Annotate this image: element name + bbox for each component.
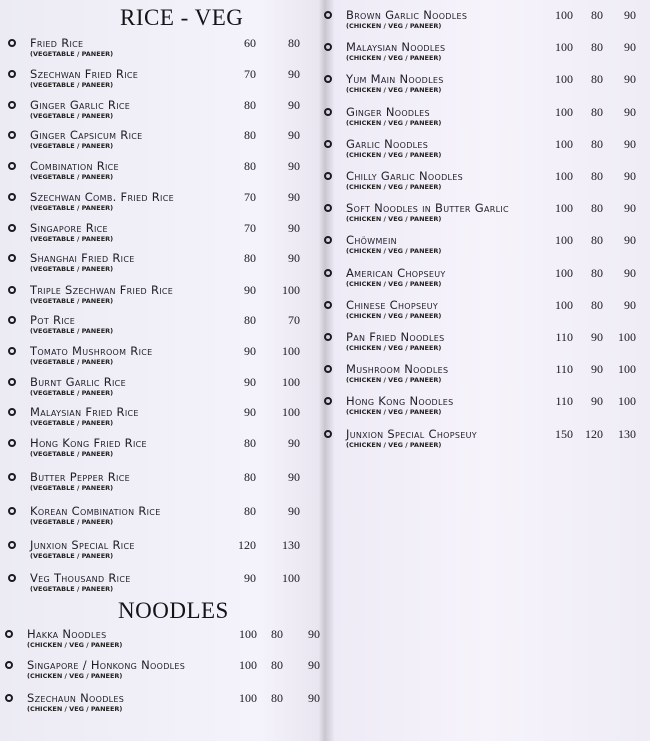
item-price: 100 <box>555 233 573 248</box>
bullet-icon <box>8 507 16 515</box>
bullet-icon <box>8 101 16 109</box>
item-price: 90 <box>624 297 636 312</box>
item-variants: (VEGETABLE / PANEER) <box>30 81 114 89</box>
bullet-icon <box>324 140 332 148</box>
item-price: 90 <box>591 394 603 409</box>
item-name: Fried Rice <box>30 36 84 50</box>
item-variants: (CHICKEN / VEG / PANEER) <box>27 641 123 649</box>
item-variants: (CHICKEN / VEG / PANEER) <box>346 183 442 191</box>
item-name: Veg Thousand Rice <box>30 571 131 585</box>
item-price: 90 <box>624 72 636 87</box>
item-variants: (VEGETABLE / PANEER) <box>30 265 114 273</box>
item-variants: (VEGETABLE / PANEER) <box>30 419 114 427</box>
item-price: 80 <box>271 691 283 705</box>
item-price: 100 <box>555 8 573 22</box>
item-variants: (VEGETABLE / PANEER) <box>30 112 114 120</box>
item-variants: (CHICKEN / VEG / PANEER) <box>346 22 442 30</box>
item-price: 80 <box>591 72 603 87</box>
item-name: Malaysian Noodles <box>346 40 446 55</box>
item-price: 100 <box>282 405 300 419</box>
item-price: 80 <box>591 297 603 312</box>
bullet-icon <box>8 70 16 78</box>
item-price: 60 <box>244 36 256 50</box>
item-price: 100 <box>555 201 573 216</box>
bullet-icon <box>8 39 16 47</box>
item-variants: (VEGETABLE / PANEER) <box>30 585 114 593</box>
item-variants: (CHICKEN / VEG / PANEER) <box>346 311 442 320</box>
bullet-icon <box>8 439 16 447</box>
bullet-icon <box>324 236 332 244</box>
bullet-icon <box>8 378 16 386</box>
item-variants: (VEGETABLE / PANEER) <box>30 327 114 335</box>
item-price: 90 <box>624 265 636 280</box>
item-variants: (CHICKEN / VEG / PANEER) <box>346 118 442 127</box>
item-variants: (CHICKEN / VEG / PANEER) <box>27 672 123 680</box>
item-name: Chilly Garlic Noodles <box>346 169 464 183</box>
item-variants: (VEGETABLE / PANEER) <box>30 450 114 458</box>
item-price: 100 <box>282 375 300 389</box>
item-price: 90 <box>288 436 300 450</box>
item-variants: (CHICKEN / VEG / PANEER) <box>346 376 442 385</box>
item-variants: (VEGETABLE / PANEER) <box>30 297 114 305</box>
bullet-icon <box>8 541 16 549</box>
item-variants: (VEGETABLE / PANEER) <box>30 518 114 526</box>
bullet-icon <box>324 301 332 309</box>
item-variants: (CHICKEN / VEG / PANEER) <box>346 440 442 449</box>
item-price: 90 <box>288 128 300 142</box>
item-price: 80 <box>591 169 603 183</box>
item-name: Pan Fried Noodles <box>346 330 445 344</box>
item-price: 90 <box>624 201 636 216</box>
item-price: 80 <box>591 136 603 151</box>
bullet-icon <box>8 162 16 170</box>
bullet-icon <box>8 286 16 294</box>
item-name: Singapore / Honkong Noodles <box>27 658 186 672</box>
item-variants: (CHICKEN / VEG / PANEER) <box>346 54 442 63</box>
bullet-icon <box>8 347 16 355</box>
item-price: 110 <box>555 330 573 344</box>
item-variants: (CHICKEN / VEG / PANEER) <box>27 705 123 713</box>
item-variants: (CHICKEN / VEG / PANEER) <box>346 215 442 224</box>
item-price: 90 <box>244 405 256 419</box>
bullet-icon <box>324 204 332 212</box>
item-variants: (CHICKEN / VEG / PANEER) <box>346 279 442 288</box>
item-name: Garlic Noodles <box>346 136 429 151</box>
bullet-icon <box>5 630 13 638</box>
item-price: 80 <box>271 658 283 672</box>
item-variants: (VEGETABLE / PANEER) <box>30 204 114 212</box>
item-price: 90 <box>244 344 256 358</box>
item-price: 90 <box>308 627 320 641</box>
item-price: 100 <box>282 344 300 358</box>
bullet-icon <box>324 108 332 116</box>
bullet-icon <box>324 75 332 83</box>
item-price: 90 <box>308 658 320 672</box>
item-price: 100 <box>239 691 257 705</box>
bullet-icon <box>324 430 332 438</box>
item-price: 80 <box>288 36 300 50</box>
item-price: 100 <box>555 297 573 312</box>
item-name: Junxion Special Chopseuy <box>346 426 477 441</box>
item-name: Butter Pepper Rice <box>30 470 130 484</box>
item-name: Brown Garlic Noodles <box>346 8 468 22</box>
item-name: Soft Noodles in Butter Garlic <box>346 201 509 216</box>
item-price: 100 <box>282 283 300 297</box>
item-price: 100 <box>239 658 257 672</box>
item-variants: (VEGETABLE / PANEER) <box>30 389 114 397</box>
item-name: Hong Kong Noodles <box>346 394 454 409</box>
item-price: 90 <box>244 283 256 297</box>
item-price: 100 <box>555 40 573 55</box>
item-price: 80 <box>591 201 603 216</box>
bullet-icon <box>324 43 332 51</box>
item-price: 80 <box>271 627 283 641</box>
item-name: Chinese Chopseuy <box>346 297 439 312</box>
item-price: 150 <box>555 426 573 441</box>
item-variants: (CHICKEN / VEG / PANEER) <box>346 344 442 352</box>
item-name: Mushroom Noodles <box>346 362 449 377</box>
item-price: 130 <box>618 426 636 441</box>
item-price: 80 <box>591 104 603 119</box>
item-price: 90 <box>591 362 603 377</box>
bullet-icon <box>8 574 16 582</box>
item-name: Hakka Noodles <box>27 627 107 641</box>
item-price: 100 <box>555 265 573 280</box>
item-price: 80 <box>244 313 256 327</box>
item-price: 90 <box>244 375 256 389</box>
item-price: 80 <box>244 470 256 484</box>
bullet-icon <box>324 397 332 405</box>
item-name: Junxion Special Rice <box>30 538 135 552</box>
rice-veg-heading: RICE - VEG <box>120 5 244 30</box>
item-price: 80 <box>591 233 603 248</box>
item-price: 70 <box>244 67 256 81</box>
item-name: Malaysian Fried Rice <box>30 405 139 419</box>
item-price: 100 <box>555 72 573 87</box>
item-price: 90 <box>288 251 300 265</box>
item-name: Chöwmein <box>346 233 397 248</box>
item-price: 80 <box>591 8 603 22</box>
item-name: Ginger Garlic Rice <box>30 98 131 112</box>
item-price: 90 <box>288 190 300 204</box>
item-name: Szechaun Noodles <box>27 691 125 705</box>
item-price: 100 <box>555 104 573 119</box>
item-price: 90 <box>288 504 300 518</box>
bullet-icon <box>324 11 332 19</box>
item-variants: (VEGETABLE / PANEER) <box>30 173 114 181</box>
bullet-icon <box>5 661 13 669</box>
item-name: Ginger Capsicum Rice <box>30 128 143 142</box>
item-name: Yum Main Noodles <box>346 72 444 87</box>
item-variants: (VEGETABLE / PANEER) <box>30 484 114 492</box>
item-variants: (CHICKEN / VEG / PANEER) <box>346 86 442 95</box>
item-price: 80 <box>591 265 603 280</box>
item-name: Burnt Garlic Rice <box>30 375 126 389</box>
item-price: 90 <box>288 67 300 81</box>
bullet-icon <box>8 131 16 139</box>
item-variants: (VEGETABLE / PANEER) <box>30 142 114 150</box>
item-name: American Chopseuy <box>346 265 446 280</box>
bullet-icon <box>324 365 332 373</box>
item-price: 90 <box>288 221 300 235</box>
bullet-icon <box>8 316 16 324</box>
item-name: Tomato Mushroom Rice <box>30 344 153 358</box>
bullet-icon <box>8 254 16 262</box>
item-price: 90 <box>591 330 603 344</box>
item-price: 80 <box>244 128 256 142</box>
item-price: 80 <box>244 504 256 518</box>
item-price: 70 <box>288 313 300 327</box>
item-variants: (CHICKEN / VEG / PANEER) <box>346 247 442 256</box>
item-name: Triple Szechwan Fried Rice <box>30 283 174 297</box>
bullet-icon <box>8 224 16 232</box>
item-variants: (CHICKEN / VEG / PANEER) <box>346 408 442 417</box>
item-price: 100 <box>555 136 573 151</box>
item-price: 90 <box>624 104 636 119</box>
item-name: Ginger Noodles <box>346 104 430 119</box>
item-price: 80 <box>244 436 256 450</box>
bullet-icon <box>324 333 332 341</box>
item-price: 90 <box>624 233 636 248</box>
item-variants: (VEGETABLE / PANEER) <box>30 358 114 366</box>
item-name: Pot Rice <box>30 313 76 327</box>
item-price: 80 <box>244 98 256 112</box>
item-price: 90 <box>624 40 636 55</box>
item-price: 90 <box>288 98 300 112</box>
item-price: 90 <box>288 470 300 484</box>
item-price: 100 <box>555 169 573 183</box>
item-name: Szechwan Fried Rice <box>30 67 139 81</box>
item-price: 80 <box>244 251 256 265</box>
item-price: 130 <box>282 538 300 552</box>
item-name: Korean Combination Rice <box>30 504 161 518</box>
item-price: 80 <box>591 40 603 55</box>
item-price: 120 <box>238 538 256 552</box>
item-price: 120 <box>585 426 603 441</box>
item-variants: (VEGETABLE / PANEER) <box>30 552 114 560</box>
item-price: 100 <box>618 394 636 409</box>
item-variants: (VEGETABLE / PANEER) <box>30 50 114 58</box>
item-price: 70 <box>244 221 256 235</box>
item-price: 90 <box>308 691 320 705</box>
item-price: 100 <box>282 571 300 585</box>
item-price: 110 <box>555 394 573 409</box>
item-price: 80 <box>244 159 256 173</box>
bullet-icon <box>8 193 16 201</box>
item-name: Combination Rice <box>30 159 119 173</box>
bullet-icon <box>5 694 13 702</box>
bullet-icon <box>8 408 16 416</box>
bullet-icon <box>324 269 332 277</box>
item-variants: (VEGETABLE / PANEER) <box>30 235 114 243</box>
bullet-icon <box>8 473 16 481</box>
item-price: 90 <box>624 136 636 151</box>
item-price: 100 <box>618 362 636 377</box>
item-name: Szechwan Comb. Fried Rice <box>30 190 174 204</box>
item-price: 90 <box>624 169 636 183</box>
item-price: 90 <box>624 8 636 22</box>
item-price: 110 <box>555 362 573 377</box>
item-name: Hong Kong Fried Rice <box>30 436 147 450</box>
item-price: 100 <box>618 330 636 344</box>
item-name: Singapore Rice <box>30 221 108 235</box>
item-price: 90 <box>288 159 300 173</box>
item-price: 90 <box>244 571 256 585</box>
item-price: 100 <box>239 627 257 641</box>
noodles-heading: NOODLES <box>118 598 229 623</box>
item-price: 70 <box>244 190 256 204</box>
bullet-icon <box>324 172 332 180</box>
item-variants: (CHICKEN / VEG / PANEER) <box>346 150 442 159</box>
item-name: Shanghai Fried Rice <box>30 251 135 265</box>
